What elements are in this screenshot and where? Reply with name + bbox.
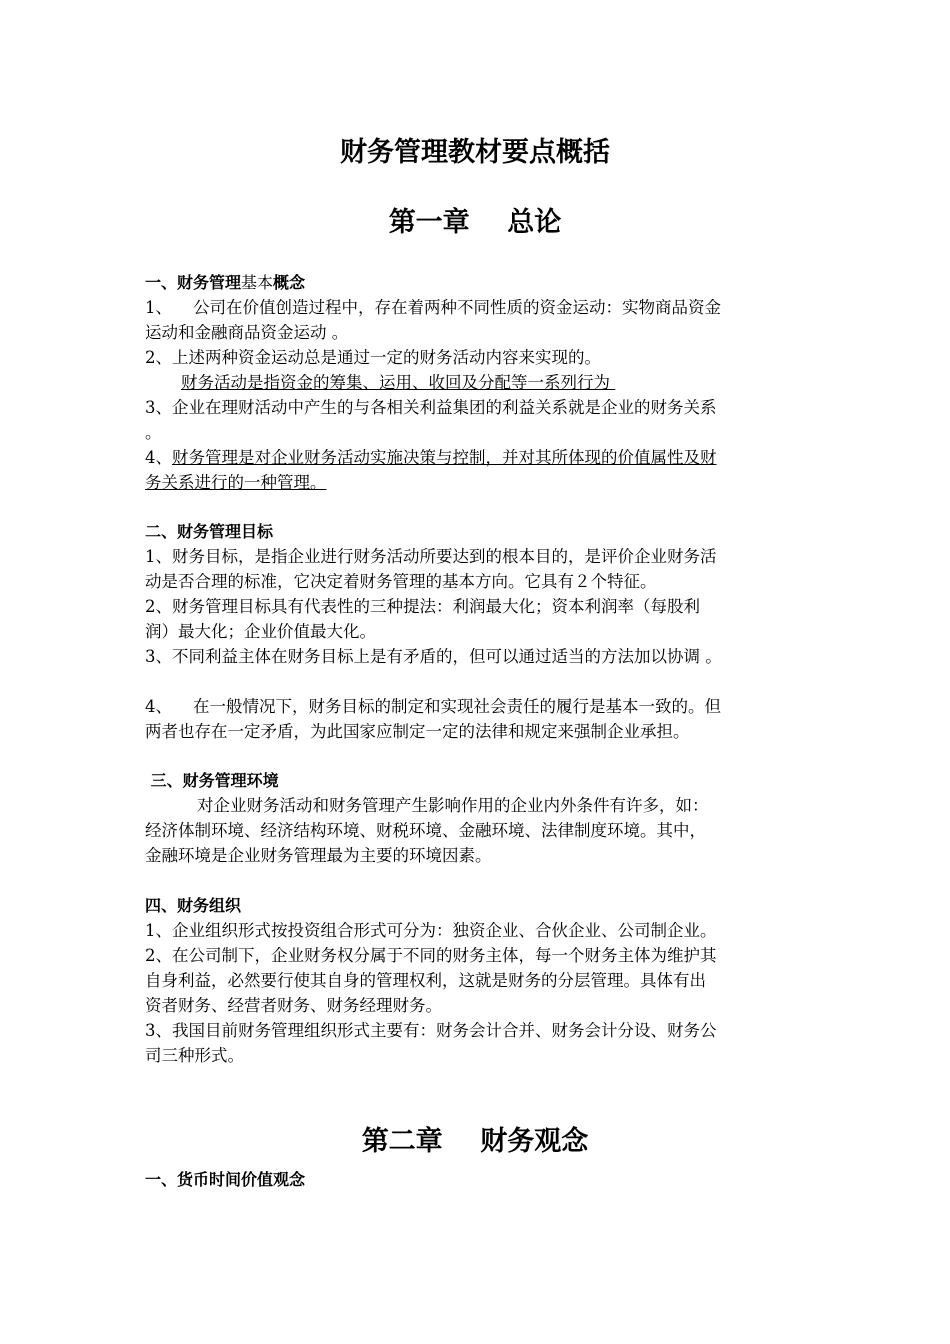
- section-heading: 三、财务管理环境: [145, 771, 279, 790]
- underlined-definition: 务关系进行的一种管理。: [145, 473, 327, 492]
- paragraph-line: 对企业财务活动和财务管理产生影响作用的企业内外条件有许多，如：: [197, 796, 709, 815]
- paragraph-line: 1、 公司在价值创造过程中，存在着两种不同性质的资金运动：实物商品资金: [145, 298, 721, 317]
- paragraph-line: 司三种形式。: [145, 1046, 244, 1065]
- paragraph-line: 1、企业组织形式按投资组合形式可分为：独资企业、合伙企业、公司制企业。: [145, 921, 717, 940]
- paragraph-line: 4、财务管理是对企业财务活动实施决策与控制，并对其所体现的价值属性及财: [145, 448, 717, 467]
- underlined-definition: 财务活动是指资金的筹集、运用、收回及分配等一系列行为: [181, 373, 616, 392]
- paragraph-line: 3、不同利益主体在财务目标上是有矛盾的，但可以通过适当的方法加以协调 。: [145, 647, 722, 666]
- paragraph-line: 两者也存在一定矛盾，为此国家应制定一定的法律和规定来强制企业承担。: [145, 722, 690, 741]
- paragraph-line: 2、财务管理目标具有代表性的三种提法：利润最大化；资本利润率（每股利: [145, 597, 700, 616]
- paragraph-line: 金融环境是企业财务管理最为主要的环境因素。: [145, 846, 492, 865]
- section-financial-organization: [145, 893, 810, 1068]
- chapter-1-title: 第一章 总论: [388, 207, 562, 238]
- paragraph-line: 2、上述两种资金运动总是通过一定的财务活动内容来实现的。: [145, 348, 601, 367]
- paragraph-line: 。: [145, 423, 162, 442]
- paragraph-line: 运动和金融商品资金运动 。: [145, 323, 349, 342]
- section-heading: 四、财务组织: [145, 896, 242, 915]
- document-title: 财务管理教材要点概括: [340, 137, 610, 168]
- paragraph-line: 2、在公司制下，企业财务权分属于不同的财务主体，每一个财务主体为维护其: [145, 946, 717, 965]
- paragraph-line: 润）最大化；企业价值最大化。: [145, 622, 376, 641]
- paragraph-line: 动是否合理的标准，它决定着财务管理的基本方向。它具有２个特征。: [145, 572, 657, 591]
- blank-line: [145, 669, 810, 694]
- chapter-2-title: 第二章 财务观念: [361, 1126, 589, 1157]
- underlined-definition: 财务管理是对企业财务活动实施决策与控制，并对其所体现的价值属性及财: [172, 448, 717, 467]
- paragraph-line: 3、我国目前财务管理组织形式主要有：财务会计合并、财务会计分设、财务公: [145, 1021, 717, 1040]
- paragraph-line: 资者财务、经营者财务、财务经理财务。: [145, 996, 442, 1015]
- section-time-value: [145, 1167, 810, 1192]
- paragraph-line: 自身利益，必然要行使其自身的管理权利，这就是财务的分层管理。具体有出: [145, 971, 706, 990]
- paragraph-line: 1、财务目标，是指企业进行财务活动所要达到的根本目的，是评价企业财务活: [145, 547, 717, 566]
- paragraph-line: 4、 在一般情况下，财务目标的制定和实现社会责任的履行是基本一致的。但: [145, 697, 721, 716]
- section-heading: 二、财务管理目标: [145, 522, 274, 541]
- section-heading: 一、货币时间价值观念: [145, 1170, 306, 1189]
- section-financial-environment: [145, 768, 810, 868]
- section-financial-goals: [145, 519, 810, 744]
- section-basic-concepts: [145, 270, 810, 495]
- paragraph-line: 3、企业在理财活动中产生的与各相关利益集团的利益关系就是企业的财务关系: [145, 398, 717, 417]
- section-heading: 一、财务管理基本概念: [145, 273, 306, 292]
- paragraph-line: 经济体制环境、经济结构环境、财税环境、金融环境、法律制度环境。其中，: [145, 821, 706, 840]
